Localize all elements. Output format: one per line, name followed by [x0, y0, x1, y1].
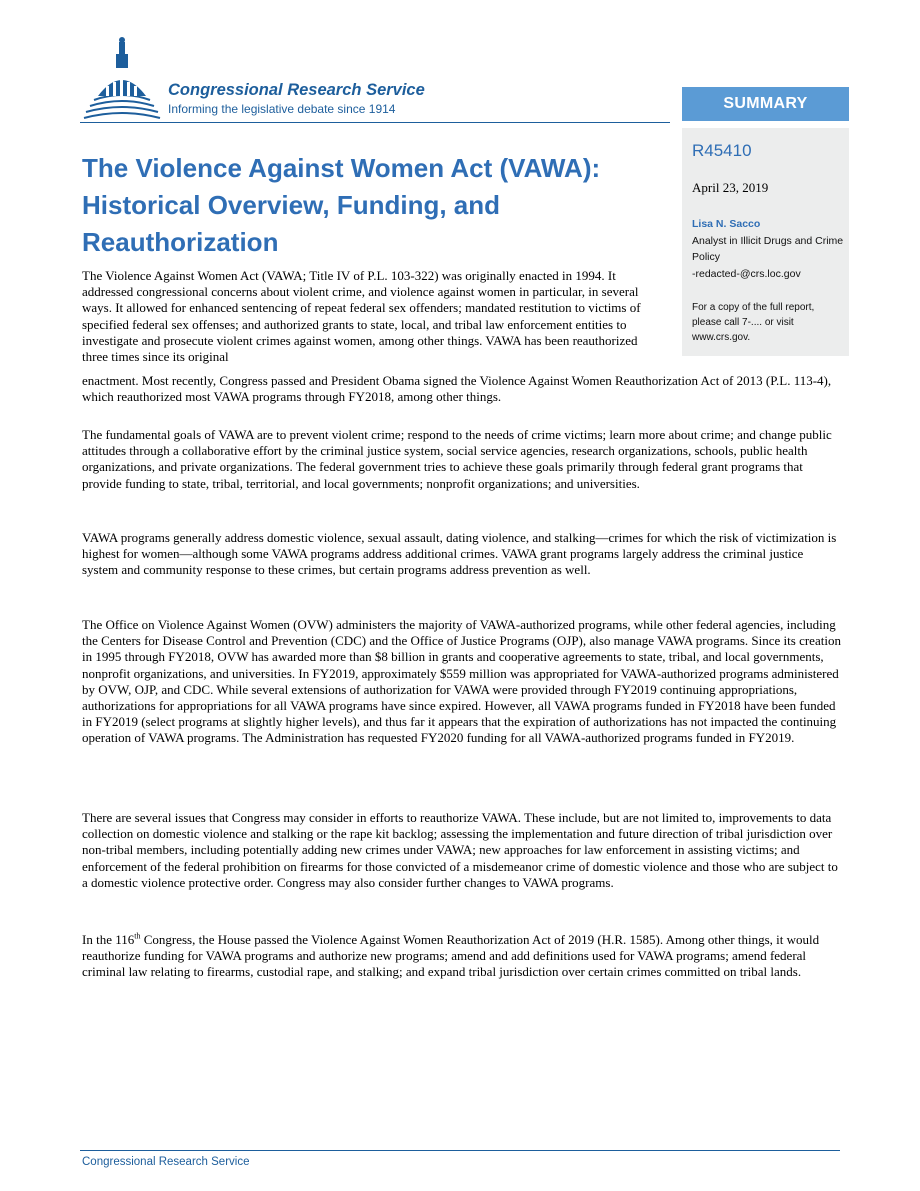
- summary-paragraph-5: There are several issues that Congress may consider in efforts to reauthorize VAWA. These include, but are not limited to, improvements to data collection on domestic violence and stalking or the rape kit backlog; assessing the implementation and future direction of tribal jurisdiction over non-tribal members, including potentially adding new crimes under VAWA; new approaches for law enforcement in assisting victims; and enforcement of the federal prohibition on firearms for those convicted of a misdemeanor crime of domestic violence and those who are subject to a domestic violence protective order. Congress may also consider further changes to VAWA programs.: [82, 810, 838, 890]
- report-number: R45410: [692, 141, 752, 160]
- summary-paragraph-4: The Office on Violence Against Women (OVW) administers the majority of VAWA-authorized programs, while other federal agencies, including the Centers for Disease Control and Prevention (CDC) and the Office of Justice Programs (OJP), also manage VAWA programs. Since its creation in 1995 through FY2018, OVW has awarded more than $8 billion in grants and cooperative agreements to state, tribal, and local governments, nonprofit organizations, and universities. In FY2019, approximately $559 million was appropriated for VAWA-authorized programs administered by OVW, OJP, and CDC. While several extensions of authorization for VAWA were provided through FY2019 continuing appropriations, authorizations for appropriations for all VAWA programs have since expired. However, all VAWA programs funded in FY2018 have been funded in FY2019 (select programs at slightly higher levels), and thus far it appears that the expiration of authorizations has not impacted the continuing operation of VAWA programs. The Administration has requested FY2020 funding for all VAWA-authorized programs funded in FY2019.: [82, 617, 841, 746]
- summary-paragraph-3: VAWA programs generally address domestic violence, sexual assault, dating violence, and stalking—crimes for which the risk of victimization is highest for women—although some VAWA programs address additional crimes. VAWA grant programs largely address the criminal justice system and community response to these crimes, but certain programs address prevention as well.: [82, 530, 837, 578]
- p6-start: In the 116: [82, 932, 135, 947]
- summary-sidebar: [682, 128, 849, 356]
- copy-note: For a copy of the full report, please call 7-.... or visit www.crs.gov.: [692, 302, 815, 343]
- p6-end: Congress, the House passed the Violence Against Women Reauthorization Act of 2019 (H.R. 1585). Among other things, it would reauthorize funding for VAWA programs and authorize new programs; amend and add definitions used for VAWA programs; amend federal criminal law relating to firearms, custodial rape, and stalking; and expand tribal jurisdiction over certain crimes committed on tribal lands.: [82, 932, 820, 980]
- summary-paragraph-1-continued: enactment. Most recently, Congress passed and President Obama signed the Violence Against Women Reauthorization Act of 2013 (P.L. 113-4), which reauthorized most VAWA programs through FY2018, among other things.: [82, 373, 832, 405]
- org-tagline: Informing the legislative debate since 1914: [168, 102, 396, 116]
- document-title: [82, 150, 662, 261]
- author-name: Lisa N. Sacco: [692, 218, 761, 230]
- report-date: April 23, 2019: [692, 180, 769, 195]
- summary-paragraph-1: The Violence Against Women Act (VAWA; Title IV of P.L. 103-322) was originally enacted in 1994. It addressed congressional concerns about violent crime, and violence against women in particular, in several ways. It allowed for enhanced sentencing of repeat federal sex offenders; mandated restitution to victims of specified federal sex offenses; and authorized grants to state, local, and tribal law enforcement entities to investigate and prosecute violent crimes against women, among other things. VAWA has been reauthorized three times since its original: [82, 268, 641, 365]
- header-divider: [80, 122, 670, 123]
- summary-paragraph-6: [82, 932, 842, 981]
- summary-heading: SUMMARY: [682, 87, 849, 121]
- crs-logo: [80, 34, 680, 126]
- footer-org-name: Congressional Research Service: [82, 1156, 250, 1168]
- title-line-2: Historical Overview, Funding, and: [82, 190, 501, 220]
- summary-paragraph-2: The fundamental goals of VAWA are to prevent violent crime; respond to the needs of crime victims; learn more about crime; and change public attitudes through a collaborative effort by the criminal justice system, social service agencies, research organizations, schools, public health organizations, and private organizations. The federal government tries to achieve these goals primarily through federal grant programs that provide funding to state, tribal, territorial, and local governments; nonprofit organizations; and universities.: [82, 427, 832, 491]
- p6-superscript: th: [134, 931, 141, 941]
- capitol-dome-icon: [80, 34, 164, 122]
- author-title: Analyst in Illicit Drugs and Crime Policy: [692, 235, 844, 263]
- footer-divider: [80, 1150, 840, 1151]
- org-name: Congressional Research Service: [168, 81, 425, 99]
- title-line-1: The Violence Against Women Act (VAWA):: [82, 153, 601, 183]
- title-line-3: Reauthorization: [82, 227, 279, 257]
- author-email: -redacted-@crs.loc.gov: [692, 268, 801, 280]
